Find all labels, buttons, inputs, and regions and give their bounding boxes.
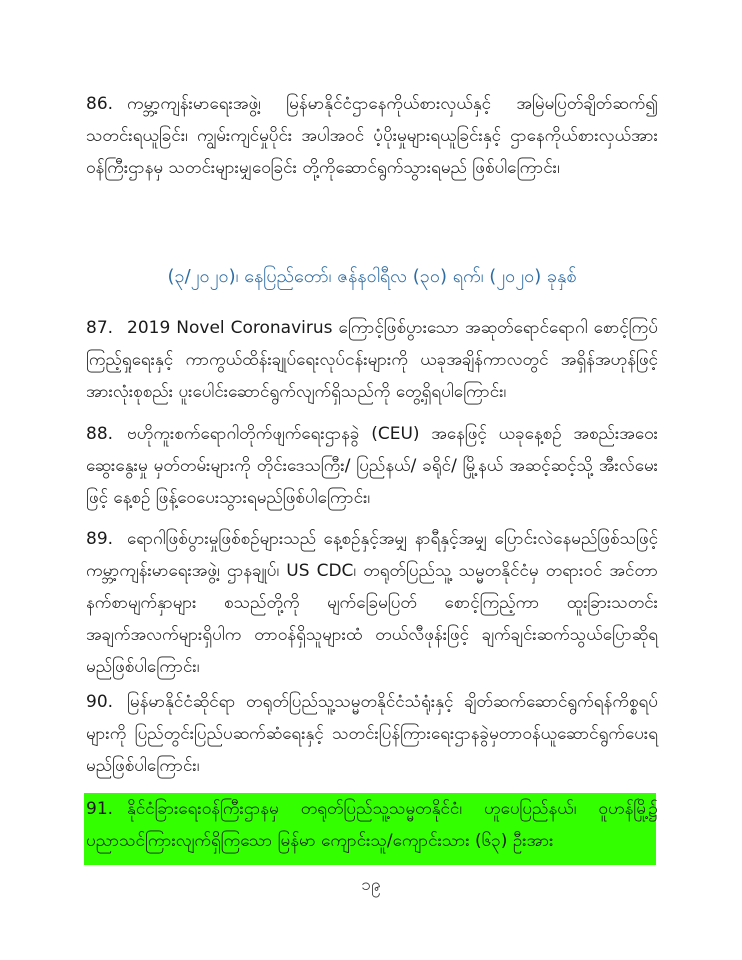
paragraph-88: [86, 418, 658, 514]
section-heading: (၃/၂၀၂၀)၊ နေပြည်တော်၊ ဇန်နဝါရီလ (၃၀) ရက်၊ (၂၀၂၀) ခုနှစ်: [167, 266, 577, 287]
paragraph-text: ကမ္ဘာ့ကျန်းမာရေးအဖွဲ့၊ မြန်မာနိုင်ငံဌာနေကိုယ်စားလှယ်နှင့် အမြဲမပြတ်ချိတ်ဆက်၍ သတင်းရယူခြင်း၊ ကျွမ်းကျင်မှုပိုင်း အပါအဝင် ပံ့ပိုးမှုများရယူခြင်းနှင့် ဌာနေကိုယ်စားလှယ်အား ဝန်ကြီးဌာနမှ သတင်းများမျှဝေခြင်း တို့ကိုဆောင်ရွက်သွားရမည် ဖြစ်ပါကြောင်း၊: [86, 94, 658, 178]
paragraph-86: [86, 88, 658, 184]
page-number: ၁၉: [361, 875, 381, 895]
paragraph-text: 2019 Novel Coronavirus ကြောင့်ဖြစ်ပွားသော အဆုတ်ရောင်ရောဂါ စောင့်ကြပ်ကြည့်ရှုရေးနှင့် ကာကွယ်ထိန်းချုပ်ရေးလုပ်ငန်းများကို ယခုအချိန်ကာလတွင် အရှိန်အဟုန်ဖြင့် အားလုံးစုစည်း ပူးပေါင်းဆောင်ရွက်လျက်ရှိသည်ကို တွေ့ရှိရပါကြောင်း၊: [86, 318, 658, 402]
paragraph-number: 86.: [86, 94, 114, 114]
paragraph-number: 91.: [86, 799, 114, 819]
paragraph-text: ရောဂါဖြစ်ပွားမှုဖြစ်စဉ်များသည် နေ့စဉ်နှင့်အမျှ နာရီနှင့်အမျှ ပြောင်းလဲနေမည်ဖြစ်သဖြင့် ကမ္ဘာ့ကျန်းမာရေးအဖွဲ့၊ ဌာနချုပ်၊ US CDC၊ တရုတ်ပြည်သူ့ သမ္မတနိုင်ငံမှ တရားဝင် အင်တာနက်စာမျက်နှာများ စသည်တို့ကို မျက်ခြေမပြတ် စောင့်ကြည့်ကာ ထူးခြားသတင်းအချက်အလက်များရှိပါက တာဝန်ရှိသူများထံ တယ်လီဖုန်းဖြင့် ချက်ချင်းဆက်သွယ်ပြောဆိုရမည်ဖြစ်ပါကြောင်း၊: [86, 529, 658, 677]
paragraph-number: 89.: [86, 529, 114, 549]
paragraph-number: 88.: [86, 424, 114, 444]
paragraph-89: [86, 523, 658, 683]
paragraph-91: [86, 793, 658, 857]
paragraph-text: နိုင်ငံခြားရေးဝန်ကြီးဌာနမှ တရုတ်ပြည်သူ့သမ္မတနိုင်ငံ၊ ဟူပေပြည်နယ်၊ ဝူဟန်မြို့၌ ပညာသင်ကြားလျက်ရှိကြသော မြန်မာ ကျောင်းသူ/ကျောင်းသား (၆၃) ဦးအား: [86, 799, 658, 851]
paragraph-87: [86, 312, 658, 408]
paragraph-number: 90.: [86, 692, 114, 712]
paragraph-text: မြန်မာနိုင်ငံဆိုင်ရာ တရုတ်ပြည်သူ့သမ္မတနိုင်ငံသံရုံးနှင့် ချိတ်ဆက်ဆောင်ရွက်ရန်ကိစ္စရပ်များကို ပြည်တွင်းပြည်ပဆက်ဆံရေးနှင့် သတင်းပြန်ကြားရေးဌာနခွဲမှတာဝန်ယူဆောင်ရွက်ပေးရမည်ဖြစ်ပါကြောင်း၊: [86, 692, 658, 776]
paragraph-text: ဗဟိုကူးစက်ရောဂါတိုက်ဖျက်ရေးဌာနခွဲ (CEU) အနေဖြင့် ယခုနေ့စဉ် အစည်းအဝေးဆွေးနွေးမှု မှတ်တမ်းများကို တိုင်းဒေသကြီး/ ပြည်နယ်/ ခရိုင်/ မြို့နယ် အဆင့်ဆင့်သို့ အီးလ်မေးဖြင့် နေ့စဉ် ဖြန့်ဝေပေးသွားရမည်ဖြစ်ပါကြောင်း၊: [86, 424, 658, 508]
paragraph-90: [86, 686, 658, 782]
paragraph-number: 87.: [86, 318, 114, 338]
